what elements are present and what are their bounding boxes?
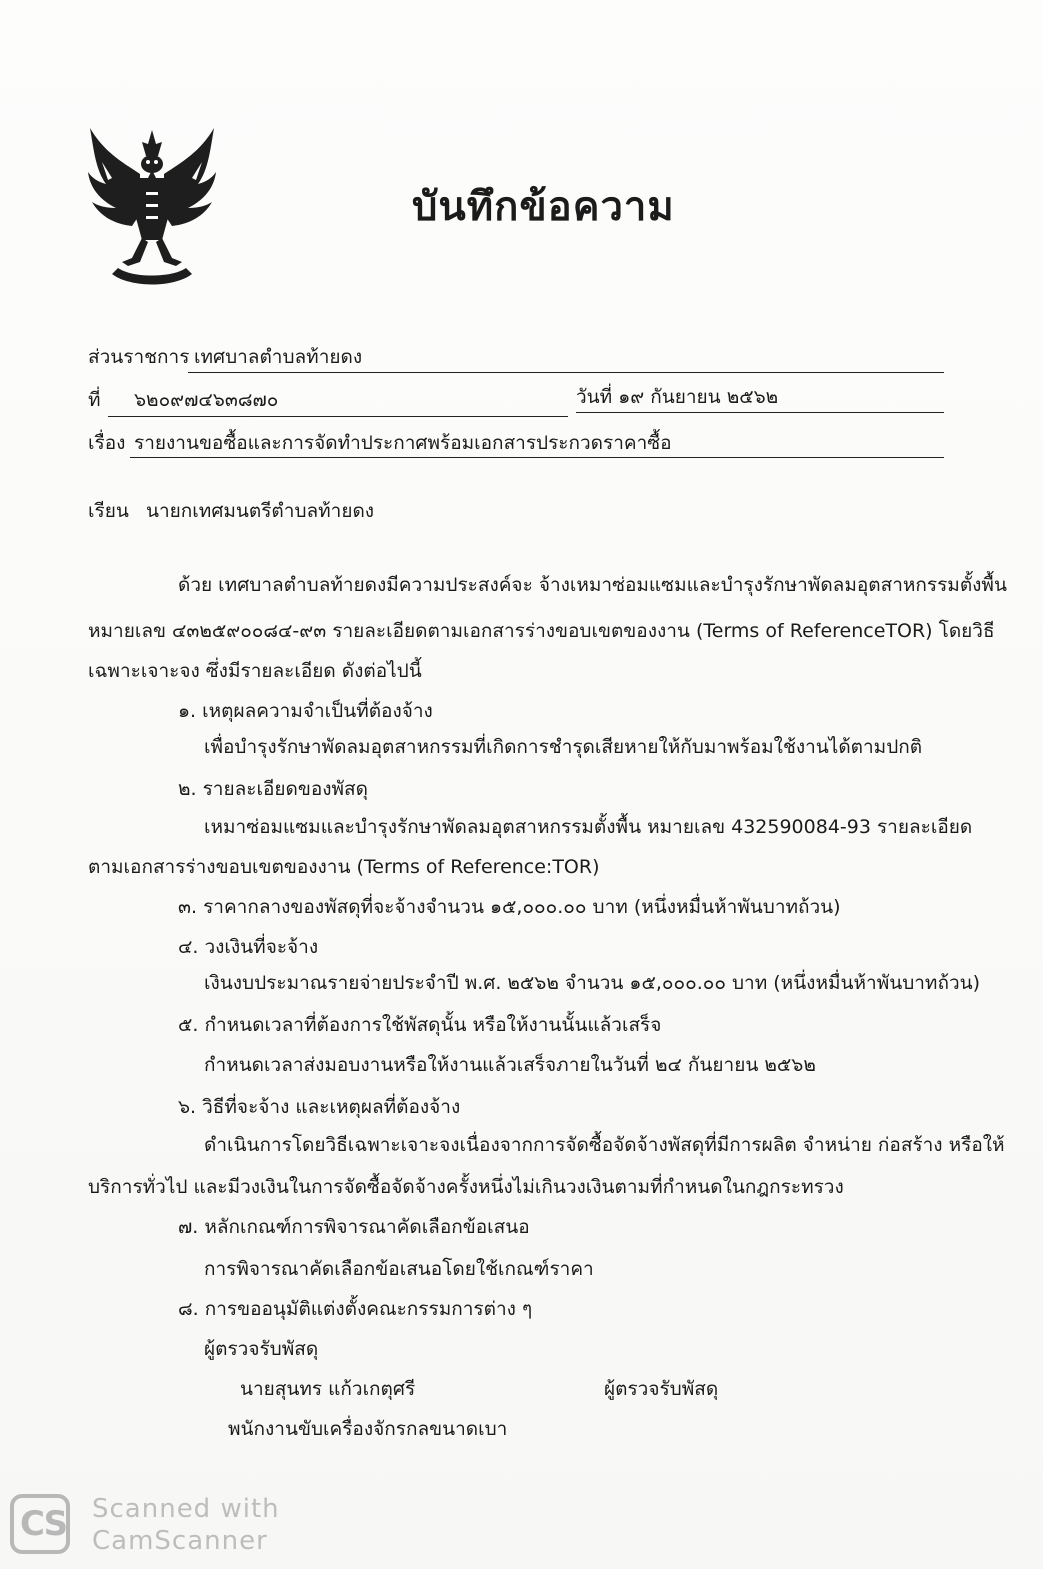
committee-member-position: พนักงานขับเครื่องจักรกลขนาดเบา: [228, 1418, 508, 1440]
intro-line-2: หมายเลข ๔๓๒๕๙๐๐๘๔-๙๓ รายละเอียดตามเอกสารร่างขอบเขตของงาน (Terms of ReferenceTOR) โดยวิธี: [88, 620, 995, 642]
to-label: เรียน: [88, 500, 129, 522]
section-4-text: เงินงบประมาณรายจ่ายประจำปี พ.ศ. ๒๕๖๒ จำนวน ๑๕,๐๐๐.๐๐ บาท (หนึ่งหมื่นห้าพันบาทถ้วน): [204, 972, 981, 994]
intro-line-1: ด้วย เทศบาลตำบลท้ายดงมีความประสงค์จะ จ้างเหมาซ่อมแซมและบำรุงรักษาพัดลมอุตสาหกรรมตั้งพื้น: [178, 574, 1007, 596]
section-5-heading: ๕. กำหนดเวลาที่ต้องการใช้พัสดุนั้น หรือให้งานนั้นแล้วเสร็จ: [178, 1014, 662, 1036]
section-7-heading: ๗. หลักเกณฑ์การพิจารณาคัดเลือกข้อเสนอ: [178, 1216, 530, 1238]
subject-value: รายงานขอซื้อและการจัดทำประกาศพร้อมเอกสารประกวดราคาซื้อ: [134, 432, 672, 454]
ref-underline: [108, 416, 568, 417]
memo-title: บันทึกข้อความ: [412, 184, 675, 230]
committee-member-role: ผู้ตรวจรับพัสดุ: [604, 1378, 719, 1400]
section-2-text-1: เหมาซ่อมแซมและบำรุงรักษาพัดลมอุตสาหกรรมตั้งพื้น หมายเลข 432590084-93 รายละเอียด: [204, 816, 973, 838]
ref-label: ที่: [88, 389, 101, 411]
section-3-heading: ๓. ราคากลางของพัสดุที่จะจ้างจำนวน ๑๕,๐๐๐.๐๐ บาท (หนึ่งหมื่นห้าพันบาทถ้วน): [178, 896, 841, 918]
section-1-heading: ๑. เหตุผลความจำเป็นที่ต้องจ้าง: [178, 700, 433, 722]
watermark-line-1: Scanned with: [92, 1494, 280, 1524]
committee-member-name: นายสุนทร แก้วเกตุศรี: [240, 1378, 416, 1400]
subject-label: เรื่อง: [88, 432, 126, 454]
section-2-heading: ๒. รายละเอียดของพัสดุ: [178, 778, 368, 800]
section-6-text-2: บริการทั่วไป และมีวงเงินในการจัดซื้อจัดจ้างครั้งหนึ่งไม่เกินวงเงินตามที่กำหนดในกฎกระทรวง: [88, 1176, 844, 1198]
section-6-heading: ๖. วิธีที่จะจ้าง และเหตุผลที่ต้องจ้าง: [178, 1096, 461, 1118]
date-text: วันที่ ๑๙ กันยายน ๒๕๖๒: [576, 386, 779, 408]
section-8-heading: ๘. การขออนุมัติแต่งตั้งคณะกรรมการต่าง ๆ: [178, 1298, 533, 1320]
to-value: นายกเทศมนตรีตำบลท้ายดง: [146, 500, 375, 522]
section-8-subheading: ผู้ตรวจรับพัสดุ: [204, 1338, 319, 1360]
section-6-text-1: ดำเนินการโดยวิธีเฉพาะเจาะจงเนื่องจากการจัดซื้อจัดจ้างพัสดุที่มีการผลิต จำหน่าย ก่อสร้าง หรือให้: [204, 1134, 1005, 1156]
section-5-text: กำหนดเวลาส่งมอบงานหรือให้งานแล้วเสร็จภายในวันที่ ๒๔ กันยายน ๒๕๖๒: [204, 1054, 816, 1076]
section-7-text: การพิจารณาคัดเลือกข้อเสนอโดยใช้เกณฑ์ราคา: [204, 1258, 594, 1280]
date-underline: [576, 412, 944, 413]
agency-value: เทศบาลตำบลท้ายดง: [194, 346, 363, 368]
subject-underline: [130, 457, 944, 458]
intro-line-3: เฉพาะเจาะจง ซึ่งมีรายละเอียด ดังต่อไปนี้: [88, 660, 422, 682]
section-1-text: เพื่อบำรุงรักษาพัดลมอุตสาหกรรมที่เกิดการชำรุดเสียหายให้กับมาพร้อมใช้งานได้ตามปกติ: [204, 736, 923, 758]
garuda-emblem-icon: [82, 122, 222, 287]
section-2-text-2: ตามเอกสารร่างขอบเขตของงาน (Terms of Reference:TOR): [88, 856, 600, 878]
agency-underline: [188, 372, 944, 373]
section-4-heading: ๔. วงเงินที่จะจ้าง: [178, 936, 319, 958]
agency-label: ส่วนราชการ: [88, 346, 190, 368]
camscanner-logo-icon: CS: [10, 1494, 70, 1554]
ref-value: ๖๒๐๙๗๔๖๓๘๗๐: [134, 389, 279, 411]
watermark-line-2: CamScanner: [92, 1526, 268, 1556]
